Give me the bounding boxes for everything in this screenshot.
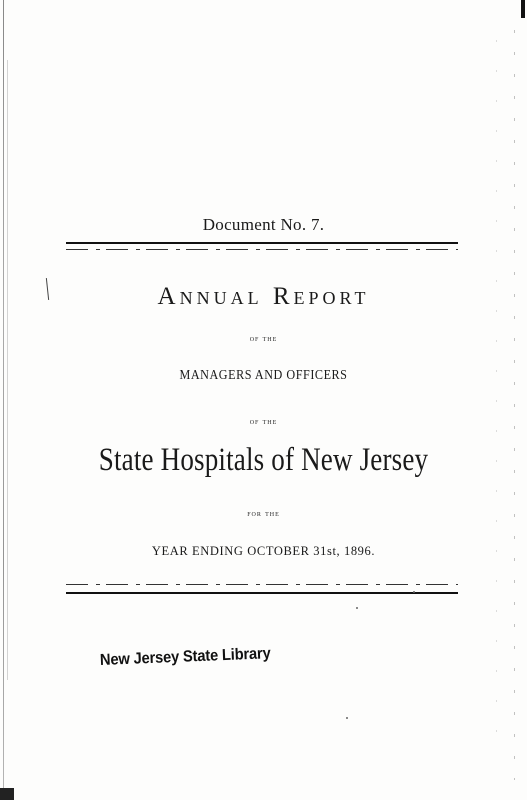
annual-report-heading: Annual Report <box>157 283 370 310</box>
scan-edge-left <box>3 0 4 800</box>
scan-edge-right-dots <box>514 30 515 780</box>
scan-edge-left-inner <box>7 60 8 680</box>
managers-and-officers-heading: MANAGERS AND OFFICERS <box>179 367 348 382</box>
speck <box>413 591 415 593</box>
connector-of-the-1: of the <box>249 333 278 343</box>
speck <box>356 607 358 609</box>
scan-edge-right-dots-inner <box>496 40 497 760</box>
bottom-rule-dashed <box>66 584 458 585</box>
scan-edge-right-mark <box>521 0 525 18</box>
connector-of-the-2: of the <box>249 416 278 426</box>
top-rule-thick <box>66 242 458 244</box>
speck <box>346 717 348 719</box>
library-stamp: New Jersey State Library <box>99 645 271 669</box>
state-hospitals-heading: State Hospitals of New Jersey <box>98 442 429 478</box>
document-number: Document No. 7. <box>202 215 325 234</box>
connector-for-the: for the <box>247 508 280 518</box>
bottom-rule-thick <box>66 592 458 594</box>
year-ending-line: YEAR ENDING OCTOBER 31st, 1896. <box>151 544 376 558</box>
scan-corner-mark <box>0 788 14 800</box>
top-rule-dashed <box>66 249 458 250</box>
